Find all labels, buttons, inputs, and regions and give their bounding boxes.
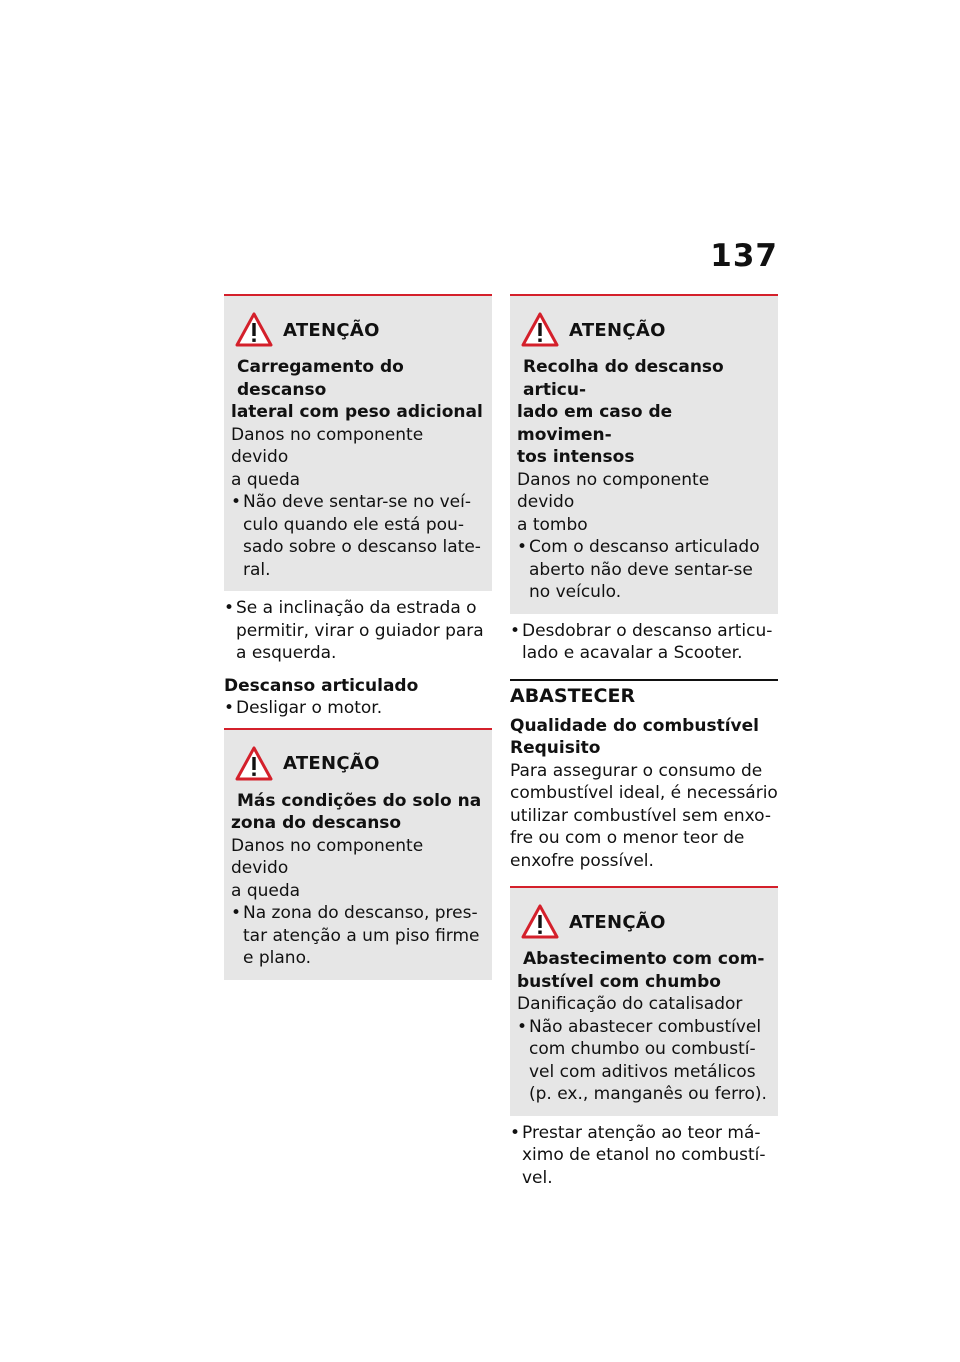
warning-bullet-line: vel com aditivos metálicos	[529, 1061, 756, 1082]
warning-triangle-icon	[235, 746, 273, 782]
warning-label: ATENÇÃO	[569, 319, 666, 341]
warning-triangle-icon	[521, 904, 559, 940]
body-line: fre ou com o menor teor de	[510, 828, 745, 848]
warning-instruction	[517, 1016, 770, 1106]
warning-title-line: zona do descanso	[231, 813, 402, 833]
warning-title	[517, 356, 770, 469]
warning-bullet-line: • Com o descanso articulado	[529, 537, 760, 557]
bullet-line: • Prestar atenção ao teor má-	[522, 1122, 761, 1143]
bullet-line: a esquerda.	[236, 643, 337, 663]
body-line: combustível ideal, é necessário	[510, 783, 778, 803]
warning-title-line: Recolha do descanso articu-	[523, 357, 724, 400]
warning-header	[517, 900, 770, 944]
warning-title-line: bustível com chumbo	[517, 971, 721, 992]
warning-title	[231, 790, 484, 835]
warning-title-line: Abastecimento com com-	[523, 949, 765, 969]
subheading: Qualidade do combustível	[510, 715, 759, 736]
warning-text-line: Danos no componente devido	[517, 469, 710, 512]
warning-bullet-line: culo quando ele está pou-	[243, 514, 464, 535]
warning-box-load	[224, 294, 492, 591]
warning-bullet-line: ral.	[243, 559, 271, 580]
bullet-line: vel.	[522, 1167, 553, 1188]
instruction-bullet	[224, 597, 492, 665]
warning-label: ATENÇÃO	[283, 319, 380, 341]
warning-bullet-line: • Não deve sentar-se no veí-	[243, 492, 471, 512]
warning-bullet-line: tar atenção a um piso firme	[243, 925, 480, 946]
warning-header	[231, 308, 484, 352]
warning-text-line: Danos no componente devido	[231, 835, 424, 878]
warning-consequence	[231, 835, 484, 903]
instruction-bullet	[224, 697, 492, 720]
warning-bullet-line: • Na zona do descanso, pres-	[243, 903, 478, 923]
warning-title	[517, 948, 770, 993]
warning-text-line: Danificação do catalisador	[517, 994, 743, 1014]
subheading: Descanso articulado	[224, 675, 419, 696]
warning-text-line: a tombo	[517, 514, 588, 535]
warning-box-retract	[510, 294, 778, 614]
warning-instruction	[517, 536, 770, 604]
warning-title-line: tos intensos	[517, 447, 635, 467]
instruction-bullet	[510, 620, 778, 665]
bullet-line: • Desligar o motor.	[236, 698, 383, 718]
warning-instruction	[231, 902, 484, 970]
body-line: Para assegurar o consumo de	[510, 760, 763, 781]
section-title: ABASTECER	[510, 679, 778, 709]
warning-bullet-line: aberto não deve sentar-se	[529, 559, 753, 580]
warning-triangle-icon	[235, 312, 273, 348]
warning-bullet-line: no veículo.	[529, 582, 622, 602]
warning-consequence	[517, 993, 770, 1016]
warning-bullet-line: e plano.	[243, 948, 312, 968]
warning-box-fuel	[510, 886, 778, 1116]
body-line: utilizar combustível sem enxo-	[510, 805, 772, 826]
warning-header	[231, 742, 484, 786]
warning-bullet-line: sado sobre o descanso late-	[243, 537, 481, 557]
warning-box-ground	[224, 728, 492, 980]
instruction-bullet	[510, 1122, 778, 1190]
bullet-line: ximo de etanol no combustí-	[522, 1145, 766, 1165]
warning-title-line: lado em caso de movimen-	[517, 402, 673, 445]
left-column	[224, 294, 492, 980]
warning-title-line: Más condições do solo na	[237, 790, 482, 811]
warning-bullet-line: com chumbo ou combustí-	[529, 1039, 756, 1059]
warning-label: ATENÇÃO	[283, 753, 380, 774]
warning-text-line: Danos no componente devido	[231, 424, 424, 467]
warning-instruction	[231, 491, 484, 581]
page-number: 137	[710, 238, 778, 274]
bullet-line: • Desdobrar o descanso articu-	[522, 620, 773, 641]
bullet-line: lado e acavalar a Scooter.	[522, 643, 743, 663]
body-line: enxofre possível.	[510, 850, 654, 871]
body-paragraph	[510, 760, 778, 873]
bullet-line: • Se a inclinação da estrada o	[236, 598, 477, 618]
warning-label: ATENÇÃO	[569, 911, 666, 933]
warning-title-line: Carregamento do descanso	[237, 357, 404, 400]
subheading: Requisito	[510, 738, 601, 758]
warning-triangle-icon	[521, 312, 559, 348]
warning-text-line: a queda	[231, 880, 301, 901]
warning-text-line: a queda	[231, 469, 301, 490]
warning-title	[231, 356, 484, 424]
warning-title-line: lateral com peso adicional	[231, 402, 483, 422]
warning-consequence	[517, 469, 770, 537]
bullet-line: permitir, virar o guiador para	[236, 620, 484, 641]
warning-consequence	[231, 424, 484, 492]
warning-header	[517, 308, 770, 352]
warning-bullet-line: • Não abastecer combustível	[529, 1016, 762, 1037]
right-column	[510, 294, 778, 1189]
warning-bullet-line: (p. ex., manganês ou ferro).	[529, 1084, 767, 1104]
